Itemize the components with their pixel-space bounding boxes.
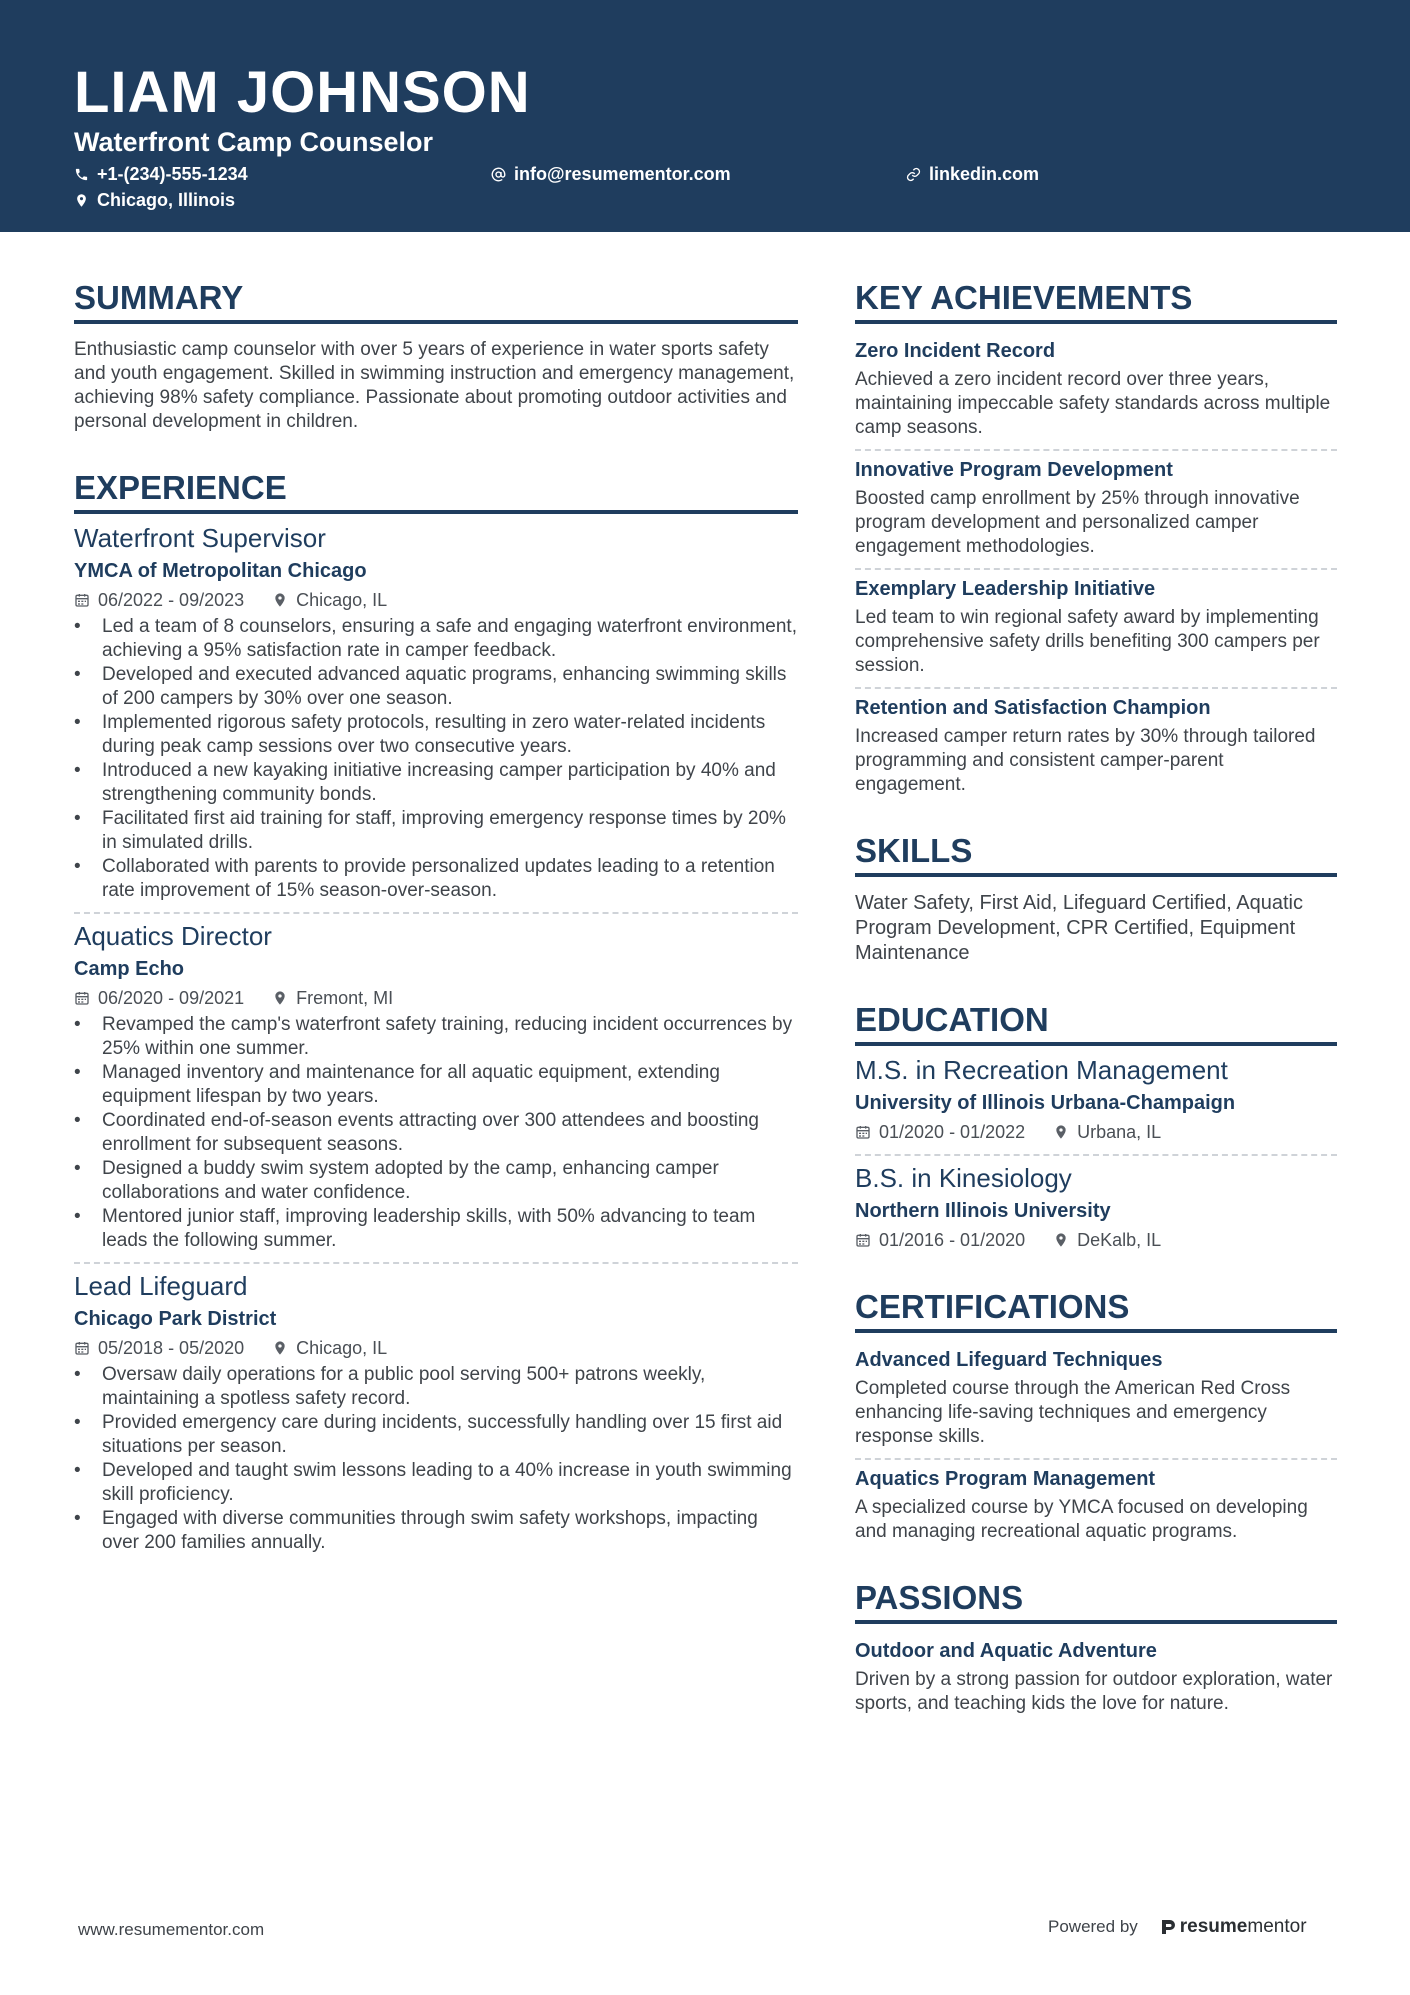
achievements-section bbox=[855, 278, 1337, 797]
candidate-name: LIAM JOHNSON bbox=[74, 60, 531, 125]
education-item bbox=[855, 1162, 1337, 1253]
education-school: University of Illinois Urbana-Champaign bbox=[855, 1092, 1236, 1114]
phone-icon bbox=[74, 167, 89, 182]
job-bullets bbox=[74, 1013, 798, 1253]
achievement-item bbox=[855, 338, 1337, 440]
achievements-title: KEY ACHIEVEMENTS bbox=[855, 278, 1337, 324]
skills-title: SKILLS bbox=[855, 831, 1337, 877]
achievement-text: Led team to win regional safety award by implementing comprehensive safety drills benefiting 300 campers per session. bbox=[855, 607, 1320, 676]
skills-text: Water Safety, First Aid, Lifeguard Certified, Aquatic Program Development, CPR Certified, Equipment Maintenance bbox=[855, 892, 1303, 964]
powered-by-label: Powered by bbox=[1048, 1917, 1138, 1936]
job-bullet: • Developed and executed advanced aquatic programs, enhancing swimming skills of 200 campers by 30% over one season. bbox=[74, 663, 798, 711]
education-dates bbox=[855, 1227, 1025, 1253]
job-company: YMCA of Metropolitan Chicago bbox=[74, 560, 367, 582]
summary-text: Enthusiastic camp counselor with over 5 years of experience in water sports safety and youth engagement. Skilled in swimming instruction and emergency management, achieving 98% safety compliance. Passionate about promoting outdoor activities and personal development in children. bbox=[74, 339, 795, 432]
divider bbox=[74, 1262, 798, 1264]
brand-name-light: mentor bbox=[1247, 1916, 1307, 1937]
passion-title: Outdoor and Aquatic Adventure bbox=[855, 1640, 1157, 1662]
passions-section bbox=[855, 1578, 1337, 1716]
job-bullets bbox=[74, 1363, 798, 1555]
achievement-title: Exemplary Leadership Initiative bbox=[855, 578, 1156, 600]
education-degree: B.S. in Kinesiology bbox=[855, 1163, 1072, 1193]
passions-title: PASSIONS bbox=[855, 1578, 1337, 1624]
job-bullets bbox=[74, 615, 798, 903]
linkedin-text: linkedin.com bbox=[929, 164, 1040, 184]
job-meta bbox=[74, 985, 798, 1011]
divider bbox=[855, 1154, 1337, 1156]
education-meta bbox=[855, 1227, 1337, 1253]
location-pin-icon bbox=[272, 592, 288, 608]
job-title: Waterfront Supervisor bbox=[74, 523, 326, 553]
job-bullet: • Mentored junior staff, improving leadership skills, with 50% advancing to team leads the following summer. bbox=[74, 1205, 798, 1253]
job-location-text: Chicago, IL bbox=[296, 1338, 388, 1358]
divider bbox=[855, 449, 1337, 451]
education-title: EDUCATION bbox=[855, 1000, 1337, 1046]
job-bullet: • Collaborated with parents to provide personalized updates leading to a retention rate improvement of 15% season-over-season. bbox=[74, 855, 798, 903]
job-meta bbox=[74, 1335, 798, 1361]
contact-linkedin[interactable] bbox=[906, 163, 1039, 185]
job-entry bbox=[74, 1270, 798, 1555]
achievement-text: Achieved a zero incident record over three years, maintaining impeccable safety standards across multiple camp seasons. bbox=[855, 369, 1331, 438]
job-bullet: • Revamped the camp's waterfront safety training, reducing incident occurrences by 25% within one summer. bbox=[74, 1013, 798, 1061]
brand-logo[interactable] bbox=[1160, 1916, 1307, 1938]
candidate-role: Waterfront Camp Counselor bbox=[74, 127, 434, 157]
experience-section bbox=[74, 468, 798, 1555]
job-bullet: • Coordinated end-of-season events attracting over 300 attendees and boosting enrollment for subsequent seasons. bbox=[74, 1109, 798, 1157]
location-pin-icon bbox=[272, 990, 288, 1006]
passion-item bbox=[855, 1638, 1337, 1716]
education-section bbox=[855, 1000, 1337, 1253]
contact-email[interactable] bbox=[491, 163, 731, 185]
resumementor-logo-icon bbox=[1160, 1918, 1176, 1936]
divider bbox=[855, 687, 1337, 689]
job-location-text: Fremont, MI bbox=[296, 988, 394, 1008]
achievement-text: Boosted camp enrollment by 25% through innovative program development and personalized camper engagement methodologies. bbox=[855, 488, 1300, 557]
achievement-item bbox=[855, 457, 1337, 559]
brand-name-bold: resume bbox=[1179, 1916, 1248, 1937]
education-location bbox=[1053, 1227, 1161, 1253]
summary-title: SUMMARY bbox=[74, 278, 798, 324]
divider bbox=[855, 568, 1337, 570]
location-pin-icon bbox=[1053, 1232, 1069, 1248]
education-location-text: DeKalb, IL bbox=[1077, 1230, 1162, 1250]
right-column bbox=[855, 278, 1337, 1750]
education-dates-text: 01/2020 - 01/2022 bbox=[879, 1122, 1026, 1142]
job-bullet: • Introduced a new kayaking initiative increasing camper participation by 40% and strengthening community bonds. bbox=[74, 759, 798, 807]
certification-text: Completed course through the American Red Cross enhancing life-saving techniques and emergency response skills. bbox=[855, 1378, 1291, 1447]
job-bullet: • Engaged with diverse communities through swim safety workshops, impacting over 200 families annually. bbox=[74, 1507, 798, 1555]
job-bullet: • Designed a buddy swim system adopted by the camp, enhancing camper collaborations and water confidence. bbox=[74, 1157, 798, 1205]
contact-location bbox=[74, 189, 235, 211]
calendar-icon bbox=[74, 592, 90, 608]
education-meta bbox=[855, 1119, 1337, 1145]
location-text: Chicago, Illinois bbox=[97, 190, 236, 210]
divider bbox=[74, 912, 798, 914]
footer-powered bbox=[1048, 1916, 1307, 1938]
email-text: info@resumementor.com bbox=[514, 164, 731, 184]
calendar-icon bbox=[74, 1340, 90, 1356]
contact-phone[interactable] bbox=[74, 163, 248, 185]
job-location bbox=[272, 587, 387, 613]
location-pin-icon bbox=[272, 1340, 288, 1356]
calendar-icon bbox=[855, 1232, 871, 1248]
certifications-section bbox=[855, 1287, 1337, 1544]
location-pin-icon bbox=[1053, 1124, 1069, 1140]
passion-text: Driven by a strong passion for outdoor exploration, water sports, and teaching kids the love for nature. bbox=[855, 1669, 1333, 1714]
job-location bbox=[272, 985, 393, 1011]
achievement-text: Increased camper return rates by 30% through tailored programming and consistent camper-parent engagement. bbox=[855, 726, 1316, 795]
skills-section bbox=[855, 831, 1337, 966]
education-location bbox=[1053, 1119, 1161, 1145]
job-meta bbox=[74, 587, 798, 613]
job-dates-text: 06/2020 - 09/2021 bbox=[98, 988, 245, 1008]
job-entry bbox=[74, 522, 798, 903]
education-location-text: Urbana, IL bbox=[1077, 1122, 1162, 1142]
job-entry bbox=[74, 920, 798, 1253]
certification-title: Aquatics Program Management bbox=[855, 1468, 1156, 1490]
job-company: Chicago Park District bbox=[74, 1308, 277, 1330]
resume-header bbox=[0, 0, 1410, 232]
calendar-icon bbox=[855, 1124, 871, 1140]
at-icon bbox=[491, 167, 506, 182]
achievement-item bbox=[855, 695, 1337, 797]
job-bullet: • Oversaw daily operations for a public pool serving 500+ patrons weekly, maintaining a spotless safety record. bbox=[74, 1363, 798, 1411]
job-title: Aquatics Director bbox=[74, 921, 272, 951]
certification-item bbox=[855, 1466, 1337, 1544]
location-pin-icon bbox=[74, 193, 89, 208]
job-dates-text: 06/2022 - 09/2023 bbox=[98, 590, 245, 610]
divider bbox=[855, 1458, 1337, 1460]
certifications-title: CERTIFICATIONS bbox=[855, 1287, 1337, 1333]
job-bullet: • Led a team of 8 counselors, ensuring a safe and engaging waterfront environment, achieving a 95% satisfaction rate in camper feedback. bbox=[74, 615, 798, 663]
achievement-title: Retention and Satisfaction Champion bbox=[855, 697, 1211, 719]
job-dates bbox=[74, 985, 244, 1011]
education-school: Northern Illinois University bbox=[855, 1200, 1111, 1222]
education-dates bbox=[855, 1119, 1025, 1145]
job-bullet: • Managed inventory and maintenance for all aquatic equipment, extending equipment lifespan by two years. bbox=[74, 1061, 798, 1109]
left-column bbox=[74, 278, 798, 1589]
job-title: Lead Lifeguard bbox=[74, 1271, 248, 1301]
job-bullet: • Facilitated first aid training for staff, improving emergency response times by 20% in simulated drills. bbox=[74, 807, 798, 855]
job-bullet: • Developed and taught swim lessons leading to a 40% increase in youth swimming skill proficiency. bbox=[74, 1459, 798, 1507]
achievement-item bbox=[855, 576, 1337, 678]
job-bullet: • Implemented rigorous safety protocols, resulting in zero water-related incidents during peak camp sessions over two consecutive years. bbox=[74, 711, 798, 759]
certification-text: A specialized course by YMCA focused on developing and managing recreational aquatic programs. bbox=[855, 1497, 1308, 1542]
summary-section bbox=[74, 278, 798, 434]
certification-item bbox=[855, 1347, 1337, 1449]
footer-website[interactable]: www.resumementor.com bbox=[78, 1920, 265, 1939]
education-degree: M.S. in Recreation Management bbox=[855, 1055, 1228, 1085]
job-location bbox=[272, 1335, 387, 1361]
job-bullet: • Provided emergency care during incidents, successfully handling over 15 first aid situations per season. bbox=[74, 1411, 798, 1459]
achievement-title: Innovative Program Development bbox=[855, 459, 1173, 481]
achievement-title: Zero Incident Record bbox=[855, 340, 1056, 362]
job-dates bbox=[74, 587, 244, 613]
job-dates bbox=[74, 1335, 244, 1361]
job-dates-text: 05/2018 - 05/2020 bbox=[98, 1338, 245, 1358]
experience-title: EXPERIENCE bbox=[74, 468, 798, 514]
education-item bbox=[855, 1054, 1337, 1145]
job-company: Camp Echo bbox=[74, 958, 185, 980]
calendar-icon bbox=[74, 990, 90, 1006]
phone-text: +1-(234)-555-1234 bbox=[97, 164, 248, 184]
job-location-text: Chicago, IL bbox=[296, 590, 388, 610]
education-dates-text: 01/2016 - 01/2020 bbox=[879, 1230, 1026, 1250]
certification-title: Advanced Lifeguard Techniques bbox=[855, 1349, 1163, 1371]
link-icon bbox=[906, 167, 921, 182]
